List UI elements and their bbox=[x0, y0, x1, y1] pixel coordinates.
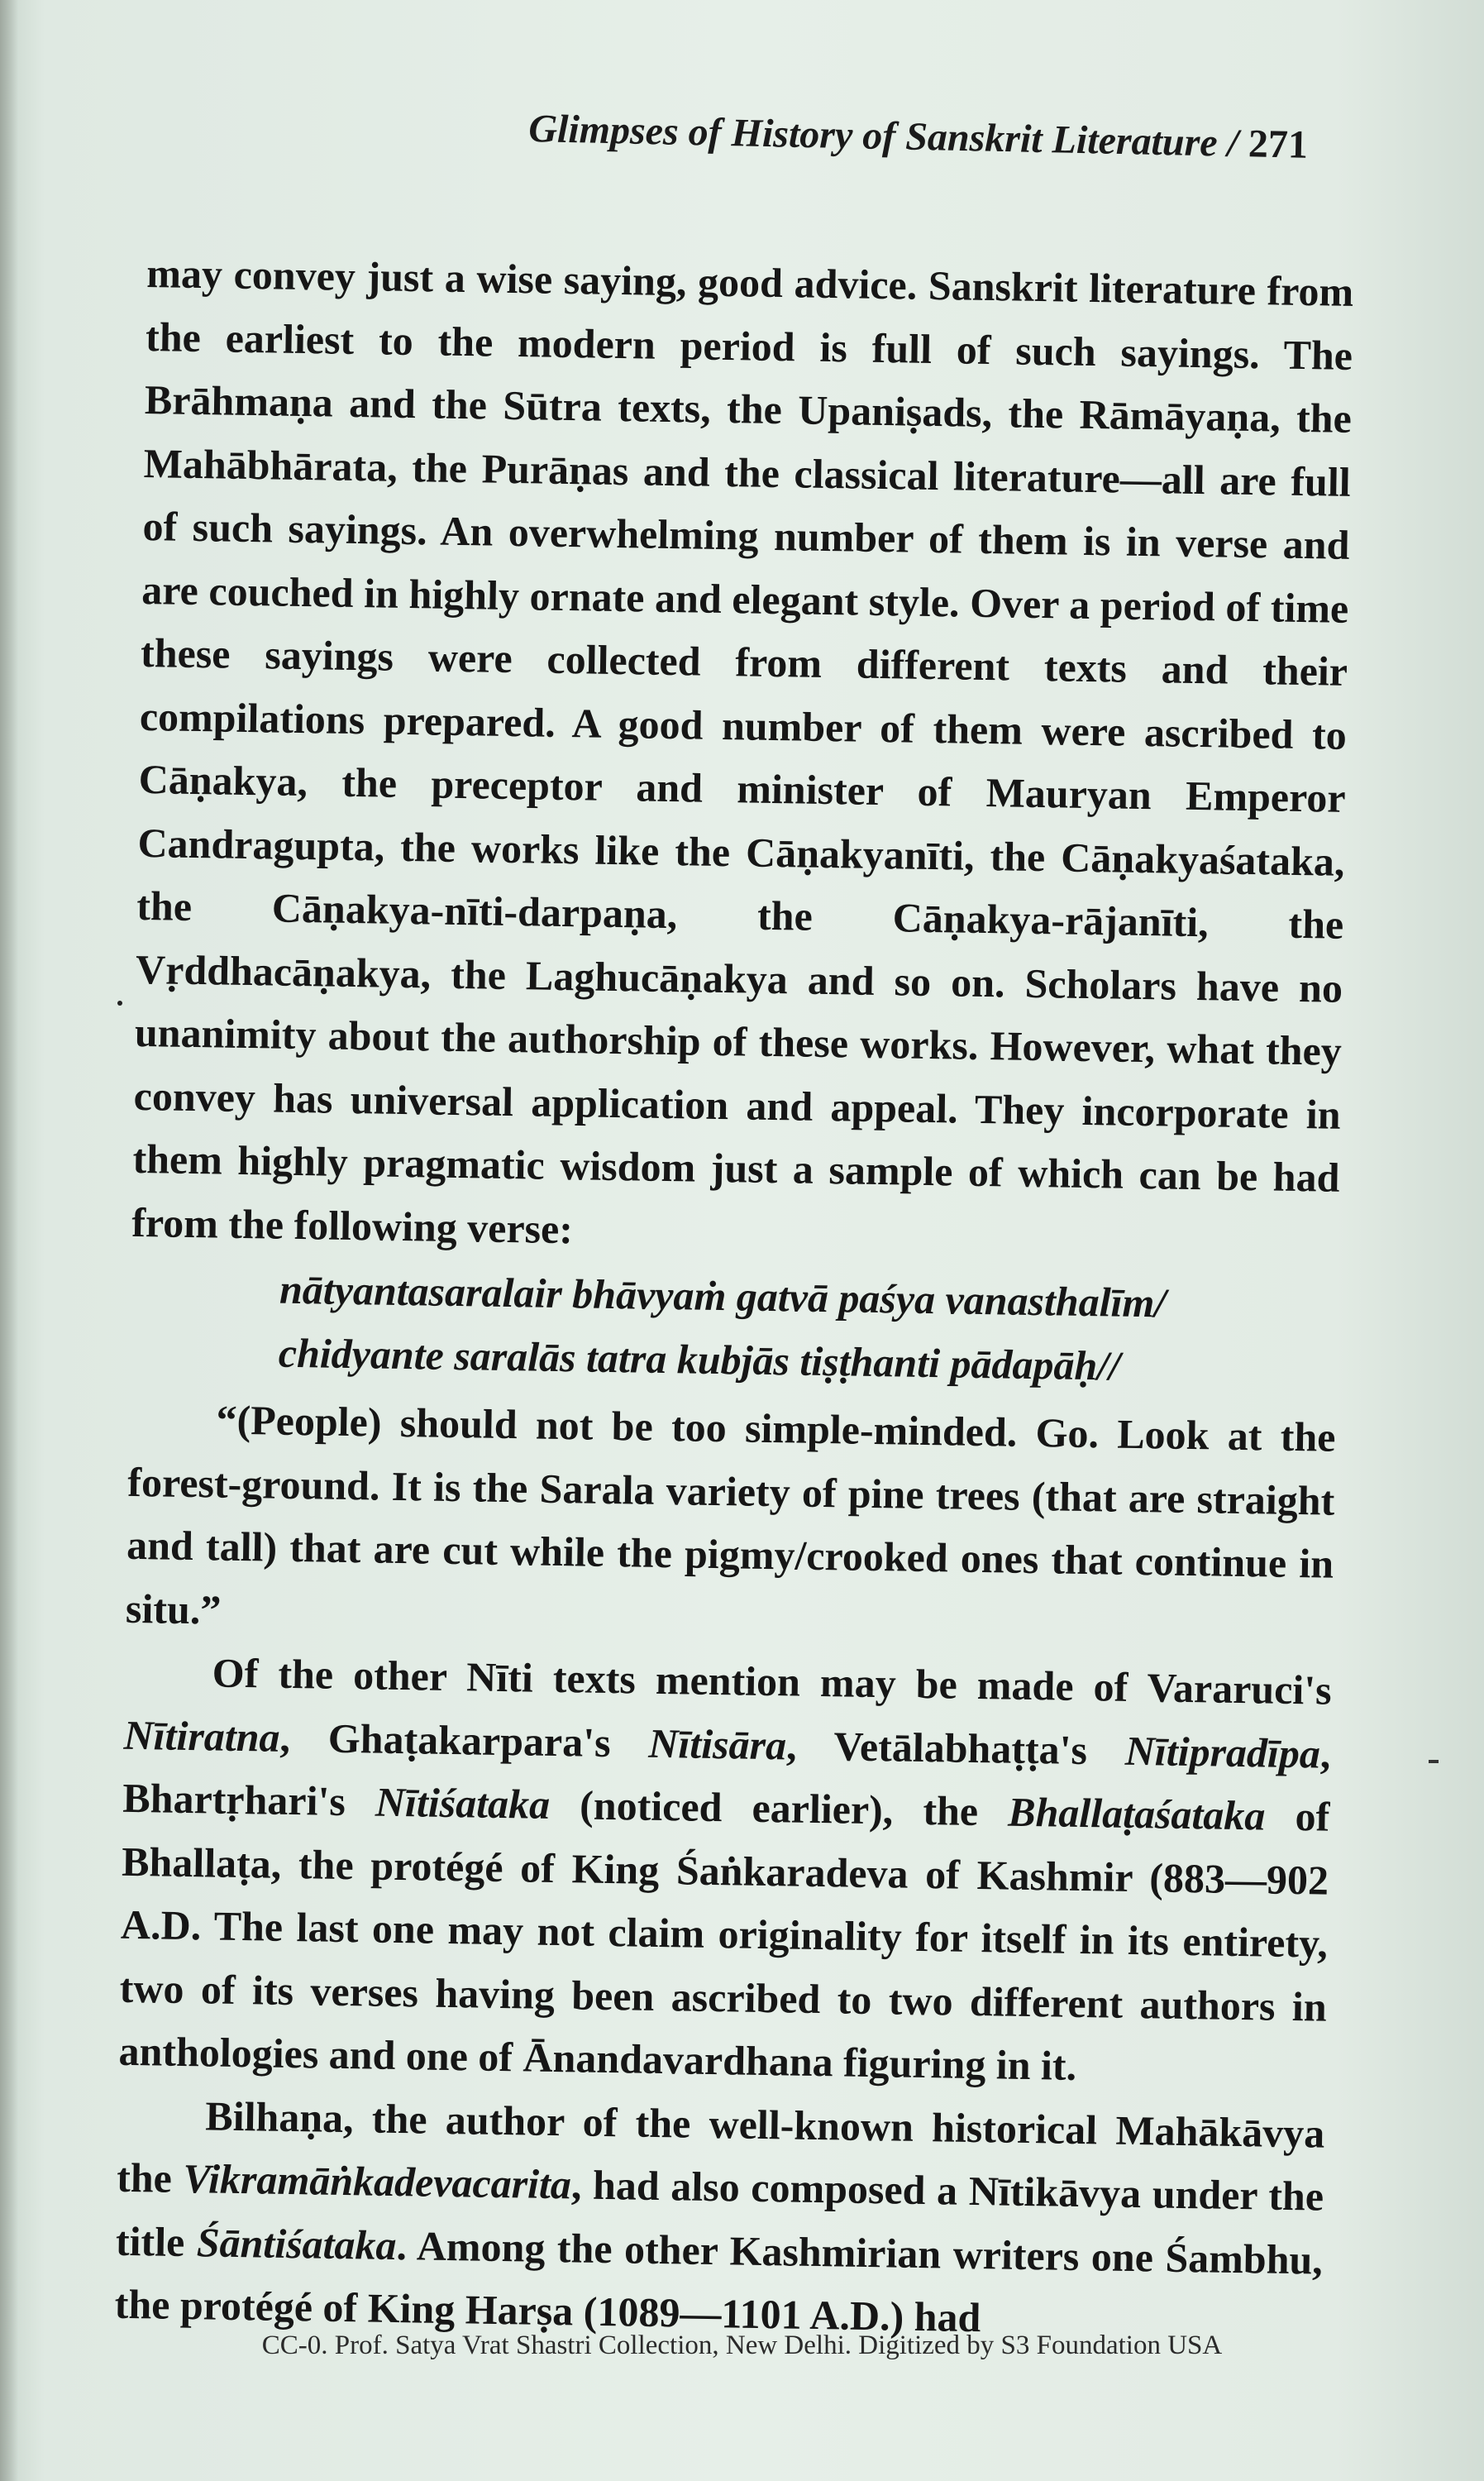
verse-line-1: nātyantasaralair bhāvyaṁ gatvā paśya vanasthalīm/ bbox=[279, 1265, 1167, 1327]
digitization-footer: CC-0. Prof. Satya Vrat Shastri Collection, New Delhi. Digitized by S3 Foundation USA bbox=[261, 2330, 1223, 2360]
header-separator: / bbox=[1227, 121, 1239, 165]
sanskrit-verse bbox=[278, 1258, 1338, 1401]
stray-dash-mark bbox=[1429, 1760, 1439, 1763]
title-nitiratna: Nītiratna bbox=[123, 1711, 281, 1761]
verse-translation: “(People) should not be too simple-minded. Go. Look at the forest-ground. It is the Sarala variety of pine trees (that are straight and tall) that are cut while the pigmy/crooked ones that continue in situ.” bbox=[125, 1396, 1336, 1633]
paragraph-niti-texts: Of the other Nīti texts mention may be made of Vararuci's Nītiratna, Ghaṭakarpara's Nītisāra, Vetālabhaṭṭa's Nītipradīpa, Bhartṛhari's Nītiśataka (noticed earlier), the Bhallaṭaśataka of Bhallaṭa, the protégé of King Śaṅkaradeva of Kashmir (883—902 A.D. The last one may not claim originality for itself in its entirety, two of its verses having been ascribed to two different authors in anthologies and one of Ānandavardhana figuring in it. bbox=[118, 1649, 1333, 2089]
page-gutter-shadow bbox=[0, 0, 18, 2481]
title-bhallatasataka: Bhallaṭaśataka bbox=[1007, 1788, 1266, 1839]
paragraph-bilhana: Bilhaṇa, the author of the well-known historical Mahākāvya the Vikramāṅkadevacarita, had also composed a Nītikāvya under the title Śāntiśataka. Among the other Kashmirian writers one Śambhu, the protégé of King Harṣa (1089—1101 A.D.) had bbox=[114, 2091, 1325, 2341]
header-title: Glimpses of History of Sanskrit Literature bbox=[527, 106, 1219, 165]
title-nitipradipa: Nītipradīpa bbox=[1124, 1727, 1321, 1777]
title-nitisataka: Nītiśataka bbox=[375, 1778, 551, 1828]
verse-line-2: chidyante saralās tatra kubjās tiṣṭhanti pādapāḥ// bbox=[278, 1329, 1121, 1389]
paragraph-1: may convey just a wise saying, good advice. Sanskrit literature from the earliest to the modern period is full of such sayings. The Brāhmaṇa and the Sūtra texts, the Upaniṣads, the Rāmāyaṇa, the Mahābhārata, the Purāṇas and the classical literature—all are full of such sayings. An overwhelming number of them is in verse and are couched in highly ornate and elegant style. Over a period of time these sayings were collected from different texts and their compilations prepared. A good number of them were ascribed to Cāṇakya, the preceptor and minister of Mauryan Emperor Candragupta, the works like the Cāṇakyanīti, the Cāṇakyaśataka, the Cāṇakya-nīti-darpaṇa, the Cāṇakya-rājanīti, the Vṛddhacāṇakya, the Laghucāṇakya and so on. Scholars have no unanimity about the authorship of these works. However, what they convey has universal application and appeal. They incorporate in them highly pragmatic wisdom just a sample of which can be had from the following verse: bbox=[131, 249, 1354, 1252]
running-header bbox=[528, 106, 1372, 169]
page-body bbox=[114, 241, 1354, 2354]
title-nitisara: Nītisāra bbox=[647, 1719, 787, 1768]
page-number: 271 bbox=[1248, 122, 1309, 167]
title-vikramankadevacarita: Vikramāṅkadevacarita bbox=[183, 2154, 572, 2208]
title-santisataka: Śāntiśataka bbox=[196, 2218, 398, 2268]
stray-dot-mark bbox=[117, 1001, 122, 1006]
